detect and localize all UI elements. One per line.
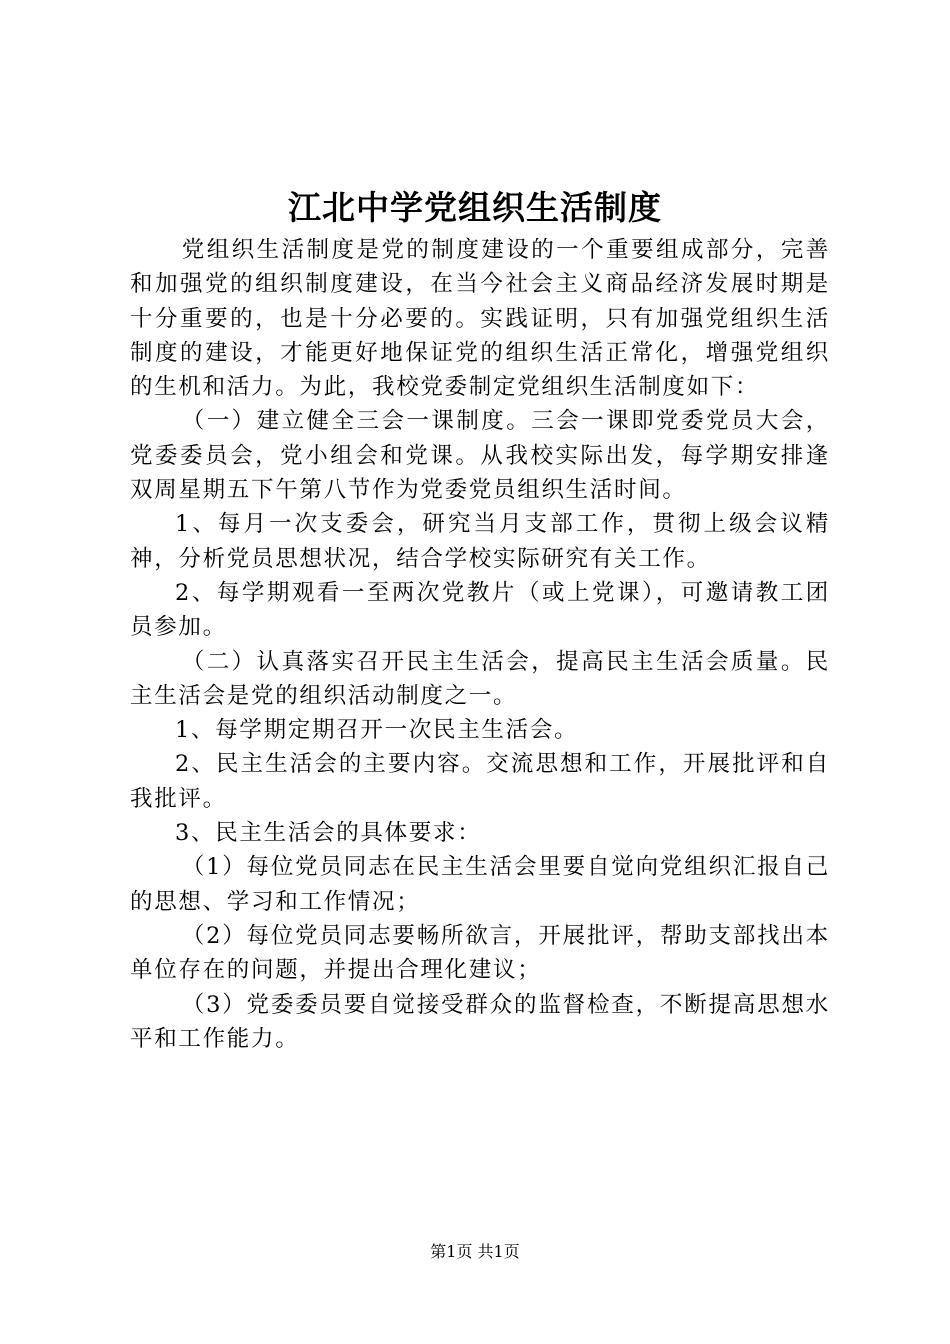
paragraph-requirement-3: （3）党委委员要自觉接受群众的监督检查，不断提高思想水平和工作能力。 [130,991,830,1052]
paragraph-requirement-1: （1）每位党员同志在民主生活会里要自觉向党组织汇报自己的思想、学习和工作情况； [130,854,830,915]
paragraph-section-2: （二）认真落实召开民主生活会，提高民主生活会质量。民主生活会是党的组织活动制度之一。 [130,648,830,709]
paragraph-requirement-2: （2）每位党员同志要畅所欲言，开展批评，帮助支部找出本单位存在的问题，并提出合理化建议； [130,922,830,984]
paragraph-item-2-1: 1、每学期定期召开一次民主生活会。 [175,717,579,744]
paragraph-item-2-2: 2、民主生活会的主要内容。交流思想和工作，开展批评和自我批评。 [130,751,830,812]
paragraph-item-2-3: 3、民主生活会的具体要求： [175,820,482,847]
page-footer: 第1页 共1页 [430,1242,520,1261]
document-body [130,233,830,1056]
document-title: 江北中学党组织生活制度 [288,188,662,227]
paragraph-item-1-1: 1、每月一次支委会，研究当月支部工作，贯彻上级会议精神，分析党员思想状况，结合学校实际研究有关工作。 [130,511,830,572]
paragraph-item-1-2: 2、每学期观看一至两次党教片（或上党课），可邀请教工团员参加。 [130,579,830,641]
paragraph-intro: 党组织生活制度是党的制度建设的一个重要组成部分，完善和加强党的组织制度建设，在当今社会主义商品经济发展时期是十分重要的，也是十分必要的。实践证明，只有加强党组织生活制度的建设，才能更好地保证党的组织生活正常化，增强党组织的生机和活力。为此，我校党委制定党组织生活制度如下： [130,237,830,401]
paragraph-section-1: （一）建立健全三会一课制度。三会一课即党委党员大会，党委委员会，党小组会和党课。从我校实际出发，每学期安排逢双周星期五下午第八节作为党委党员组织生活时间。 [130,408,830,504]
